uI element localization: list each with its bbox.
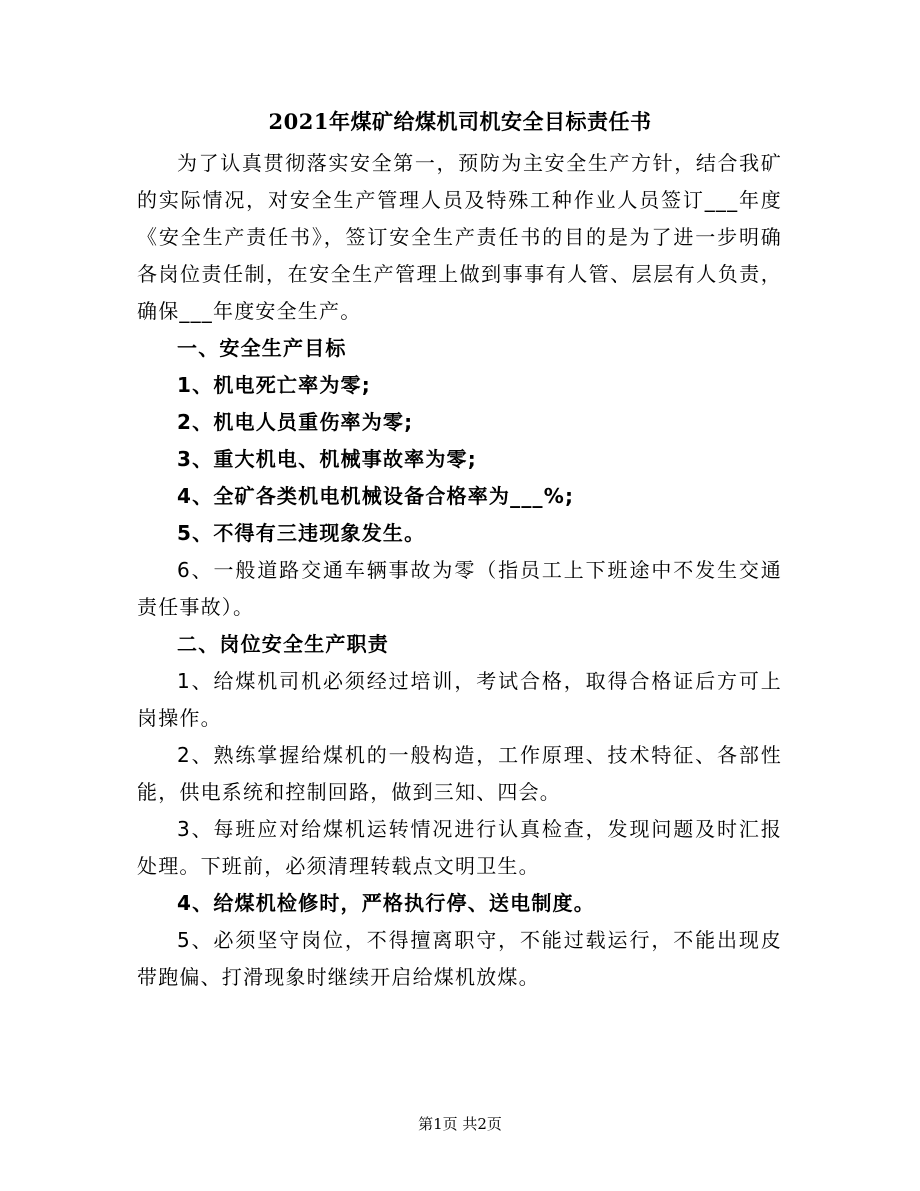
duty-item-4: 4、给煤机检修时，严格执行停、送电制度。 [177, 891, 595, 915]
duty-item-5: 5、必须坚守岗位，不得擅离职守，不能过载运行，不能出现皮带跑偏、打滑现象时继续开启给煤机放煤。 [137, 928, 782, 989]
page-number: 第1页 共2页 [418, 1115, 502, 1133]
document-title: 2021年煤矿给煤机司机安全目标责任书 [268, 109, 652, 134]
duty-item-3: 3、每班应对给煤机运转情况进行认真检查，发现问题及时汇报处理。下班前，必须清理转载点文明卫生。 [137, 817, 782, 878]
intro-paragraph: 为了认真贯彻落实安全第一，预防为主安全生产方针，结合我矿的实际情况，对安全生产管理人员及特殊工种作业人员签订___年度《安全生产责任书》，签订安全生产责任书的目的是为了进一步明确各岗位责任制，在安全生产管理上做到事事有人管、层层有人负责，确保___年度安全生产。 [137, 151, 782, 323]
goal-item-5: 5、不得有三违现象发生。 [177, 521, 426, 545]
section-heading-goals: 一、安全生产目标 [177, 336, 347, 360]
goal-item-4: 4、全矿各类机电机械设备合格率为___%; [177, 484, 575, 508]
section-heading-duties: 二、岗位安全生产职责 [177, 632, 389, 656]
goal-item-2: 2、机电人员重伤率为零; [177, 410, 414, 434]
goal-item-6: 6、一般道路交通车辆事故为零（指员工上下班途中不发生交通责任事故）。 [137, 558, 782, 619]
goal-item-1: 1、机电死亡率为零; [177, 373, 371, 397]
document-body [137, 145, 782, 996]
duty-item-2: 2、熟练掌握给煤机的一般构造，工作原理、技术特征、各部性能，供电系统和控制回路，做到三知、四会。 [137, 743, 782, 804]
duty-item-1: 1、给煤机司机必须经过培训，考试合格，取得合格证后方可上岗操作。 [137, 669, 782, 730]
goal-item-3: 3、重大机电、机械事故率为零; [177, 447, 477, 471]
